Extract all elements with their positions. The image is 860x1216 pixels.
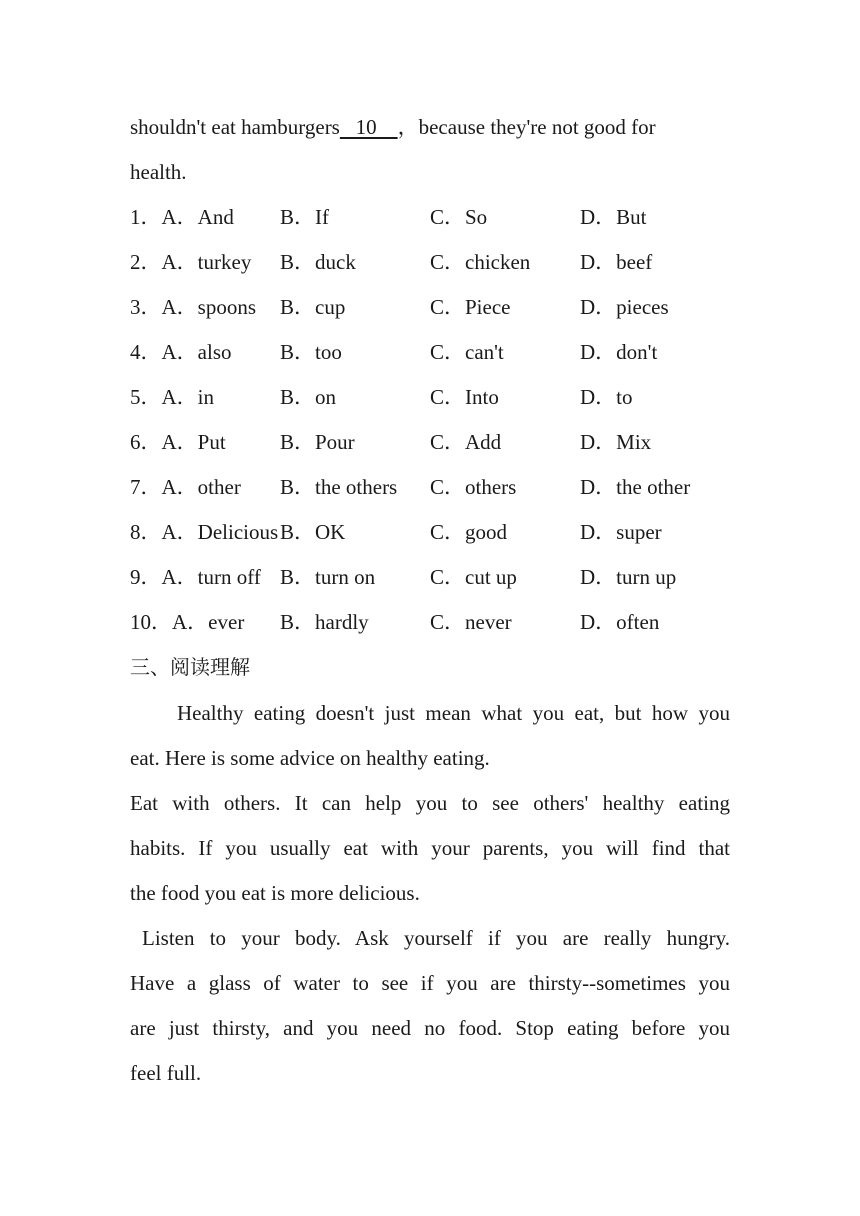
passage-p1-line-1: Healthy eating doesn't just mean what you eat, but how you [177,701,730,725]
option-a: spoons [197,295,257,319]
intro-text-after: ，because they're not good for [397,115,656,139]
section-title: 三、阅读理解 [130,655,250,679]
option-c: C．good [430,520,508,544]
option-b: B．If [280,205,329,229]
option-a: other [197,475,241,499]
option-c: C．never [430,610,512,634]
option-a: Put [197,430,226,454]
option-d: D．Mix [580,430,652,454]
question-row [130,562,730,592]
option-b: B．hardly [280,610,369,634]
option-c: C．chicken [430,250,531,274]
question-row [130,382,730,412]
intro-line-2: health. [130,160,187,184]
question-number: 6．A． [130,430,198,454]
question-number-and-option-a [130,247,251,277]
question-row [130,337,730,367]
option-a: ever [208,610,245,634]
passage-p1-line-2: eat. Here is some advice on healthy eating. [130,746,490,770]
passage-p2-line-3: the food you eat is more delicious. [130,881,420,905]
option-b: B．the others [280,475,398,499]
question-number: 4．A． [130,340,198,364]
question-number: 5．A． [130,385,198,409]
option-a: Delicious [197,520,279,544]
option-a: turkey [197,250,252,274]
option-a: also [197,340,232,364]
question-row [130,472,730,502]
option-b: B．on [280,385,337,409]
option-c: C．others [430,475,517,499]
option-b: B．Pour [280,430,355,454]
option-d: D．beef [580,250,653,274]
option-d: D．super [580,520,662,544]
intro-text-before: shouldn't eat hamburgers [130,115,340,139]
question-number: 2．A． [130,250,198,274]
option-b: B．cup [280,295,346,319]
option-a: in [197,385,215,409]
option-d: D．But [580,205,647,229]
question-number-and-option-a [130,337,232,367]
option-c: C．cut up [430,565,517,589]
passage-p3-line-3: are just thirsty, and you need no food. Stop eating before you [130,1016,730,1040]
option-d: D．often [580,610,660,634]
option-c: C．So [430,205,488,229]
question-number-and-option-a [130,472,241,502]
option-b: B．duck [280,250,356,274]
option-c: C．can't [430,340,504,364]
question-row [130,517,730,547]
answer-blank: 10 [339,115,398,139]
option-d: D．turn up [580,565,677,589]
question-number: 10．A． [130,610,209,634]
question-number: 1．A． [130,205,198,229]
question-number-and-option-a [130,292,256,322]
question-number-and-option-a [130,202,234,232]
option-b: B．too [280,340,342,364]
option-d: D．to [580,385,633,409]
option-a: turn off [197,565,261,589]
option-d: D．the other [580,475,691,499]
question-number-and-option-a [130,427,226,457]
question-number: 8．A． [130,520,198,544]
passage-p2-line-2: habits. If you usually eat with your parents, you will find that [130,836,730,860]
passage-p2-line-1: Eat with others. It can help you to see others' healthy eating [130,791,730,815]
question-row [130,427,730,457]
option-b: B．turn on [280,565,376,589]
passage-p3-line-1: Listen to your body. Ask yourself if you are really hungry. [142,926,730,950]
question-number-and-option-a [130,607,244,637]
passage-p3-line-4: feel full. [130,1061,202,1085]
question-row [130,292,730,322]
option-d: D．pieces [580,295,669,319]
option-a: And [197,205,234,229]
question-number: 3．A． [130,295,198,319]
option-d: D．don't [580,340,658,364]
question-row [130,247,730,277]
question-number: 9．A． [130,565,198,589]
option-c: C．Add [430,430,502,454]
intro-line-1 [130,112,656,142]
question-number-and-option-a [130,562,261,592]
question-number: 7．A． [130,475,198,499]
option-c: C．Into [430,385,499,409]
passage-p3-line-2: Have a glass of water to see if you are thirsty--sometimes you [130,971,730,995]
question-row [130,607,730,637]
option-b: B．OK [280,520,346,544]
question-number-and-option-a [130,382,214,412]
option-c: C．Piece [430,295,511,319]
question-number-and-option-a [130,517,278,547]
question-row [130,202,730,232]
